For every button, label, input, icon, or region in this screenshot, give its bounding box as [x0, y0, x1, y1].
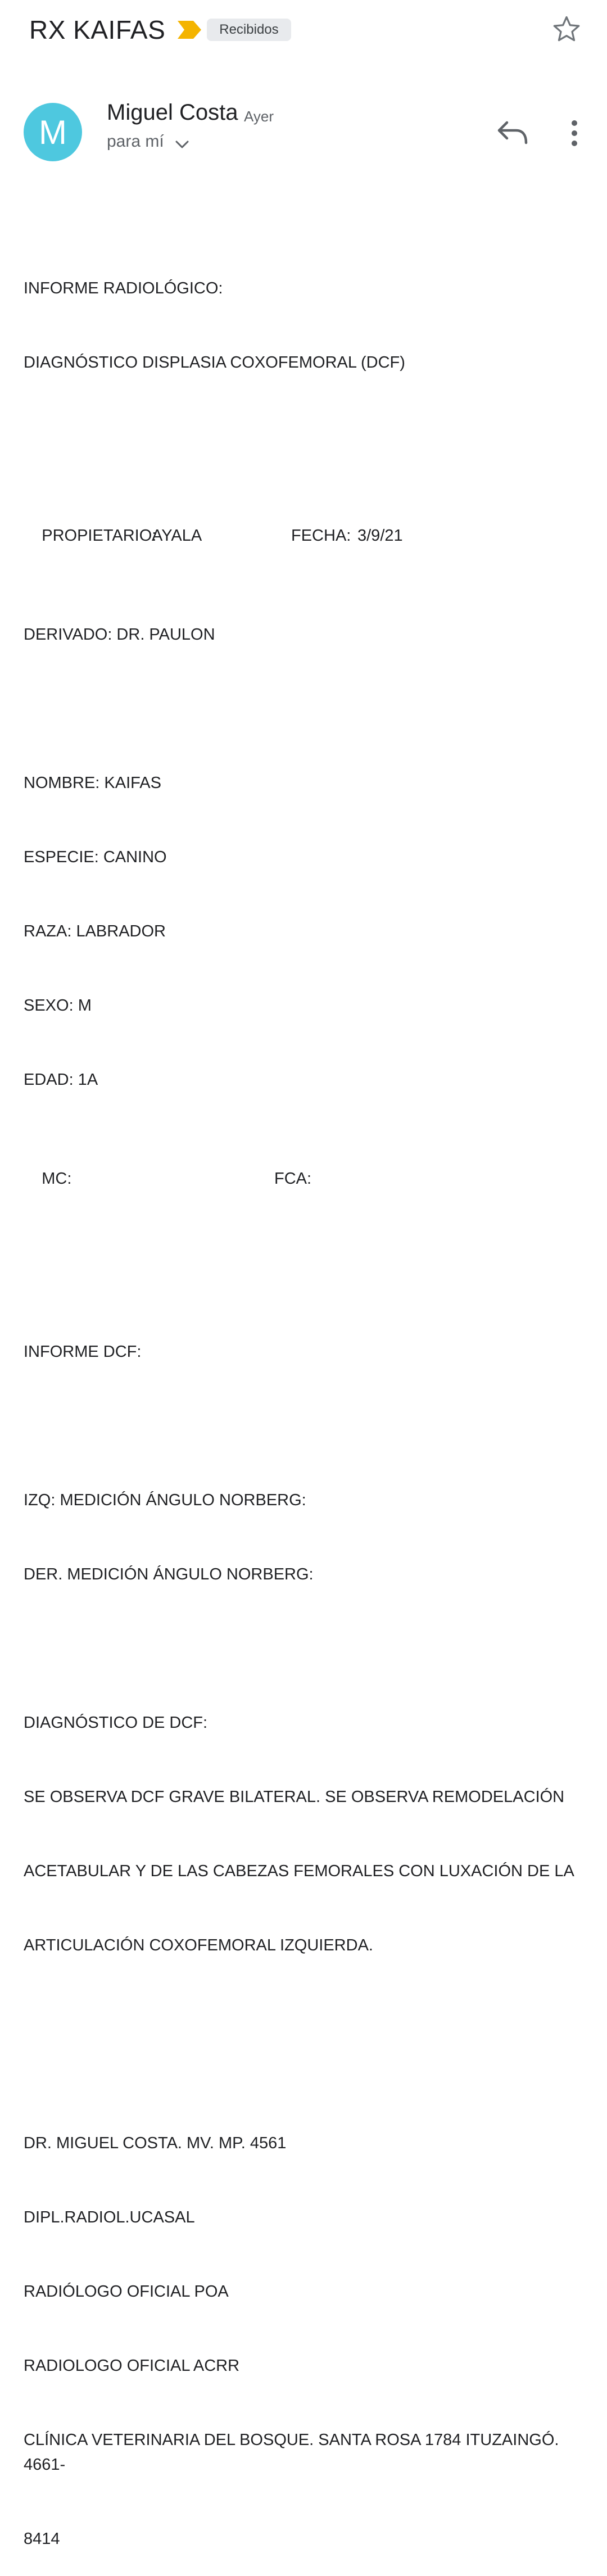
sender-name: Miguel Costa — [107, 100, 238, 125]
patient-sex: SEXO: M — [24, 997, 92, 1015]
diagnosis-line: ACETABULAR Y DE LAS CABEZAS FEMORALES CON LUXACIÓN DE LA — [24, 1862, 574, 1880]
signature-line: 8414 — [24, 2530, 60, 2548]
signature-line: RADIOLOGO OFICIAL ACRR — [24, 2357, 240, 2375]
chevron-down-icon[interactable] — [174, 139, 190, 150]
report-title: INFORME RADIOLÓGICO: — [24, 279, 223, 297]
owner-value: AYALA — [152, 527, 202, 545]
patient-age: EDAD: 1A — [24, 1071, 98, 1089]
recipient-label: para mí — [107, 132, 164, 151]
date-label: FECHA: — [291, 527, 351, 545]
recipient-details[interactable] — [107, 132, 190, 151]
mc-fca-row — [24, 1142, 586, 1216]
signature-line: DIPL.RADIOL.UCASAL — [24, 2208, 195, 2226]
importance-marker-icon[interactable] — [178, 20, 202, 40]
norberg-right: DER. MEDICIÓN ÁNGULO NORBERG: — [24, 1565, 314, 1583]
fca-label: FCA: — [274, 1170, 312, 1188]
dcf-report-heading: INFORME DCF: — [24, 1343, 142, 1361]
signature-line: RADIÓLOGO OFICIAL POA — [24, 2283, 229, 2301]
norberg-left: IZQ: MEDICIÓN ÁNGULO NORBERG: — [24, 1491, 306, 1509]
diagnosis-line: ARTICULACIÓN COXOFEMORAL IZQUIERDA. — [24, 1936, 373, 1954]
subject-row — [29, 12, 291, 47]
diagnosis-line: SE OBSERVA DCF GRAVE BILATERAL. SE OBSERVA REMODELACIÓN — [24, 1788, 565, 1806]
signature-line: DR. MIGUEL COSTA. MV. MP. 4561 — [24, 2134, 287, 2152]
owner-date-row — [24, 499, 586, 573]
patient-breed: RAZA: LABRADOR — [24, 922, 166, 940]
more-vert-icon[interactable] — [567, 119, 582, 147]
star-icon[interactable] — [551, 13, 582, 45]
diagnosis-heading: DIAGNÓSTICO DE DCF: — [24, 1714, 208, 1732]
sent-time: Ayer — [244, 108, 274, 125]
owner-label: PROPIETARIO: — [42, 527, 157, 545]
label-chip-inbox[interactable]: Recibidos — [207, 19, 291, 41]
report-subtitle: DIAGNÓSTICO DISPLASIA COXOFEMORAL (DCF) — [24, 354, 405, 372]
patient-species: ESPECIE: CANINO — [24, 848, 167, 866]
email-subject: RX KAIFAS — [29, 15, 166, 44]
avatar[interactable]: M — [24, 103, 82, 161]
referred-by: DERIVADO: DR. PAULON — [24, 626, 215, 644]
patient-name: NOMBRE: KAIFAS — [24, 774, 161, 792]
date-value: 3/9/21 — [357, 527, 403, 545]
signature-line: CLÍNICA VETERINARIA DEL BOSQUE. SANTA ROSA 1784 ITUZAINGÓ. 4661- — [24, 2431, 564, 2474]
reply-icon[interactable] — [497, 119, 529, 146]
email-body — [24, 227, 586, 2576]
mc-label: MC: — [42, 1170, 72, 1188]
